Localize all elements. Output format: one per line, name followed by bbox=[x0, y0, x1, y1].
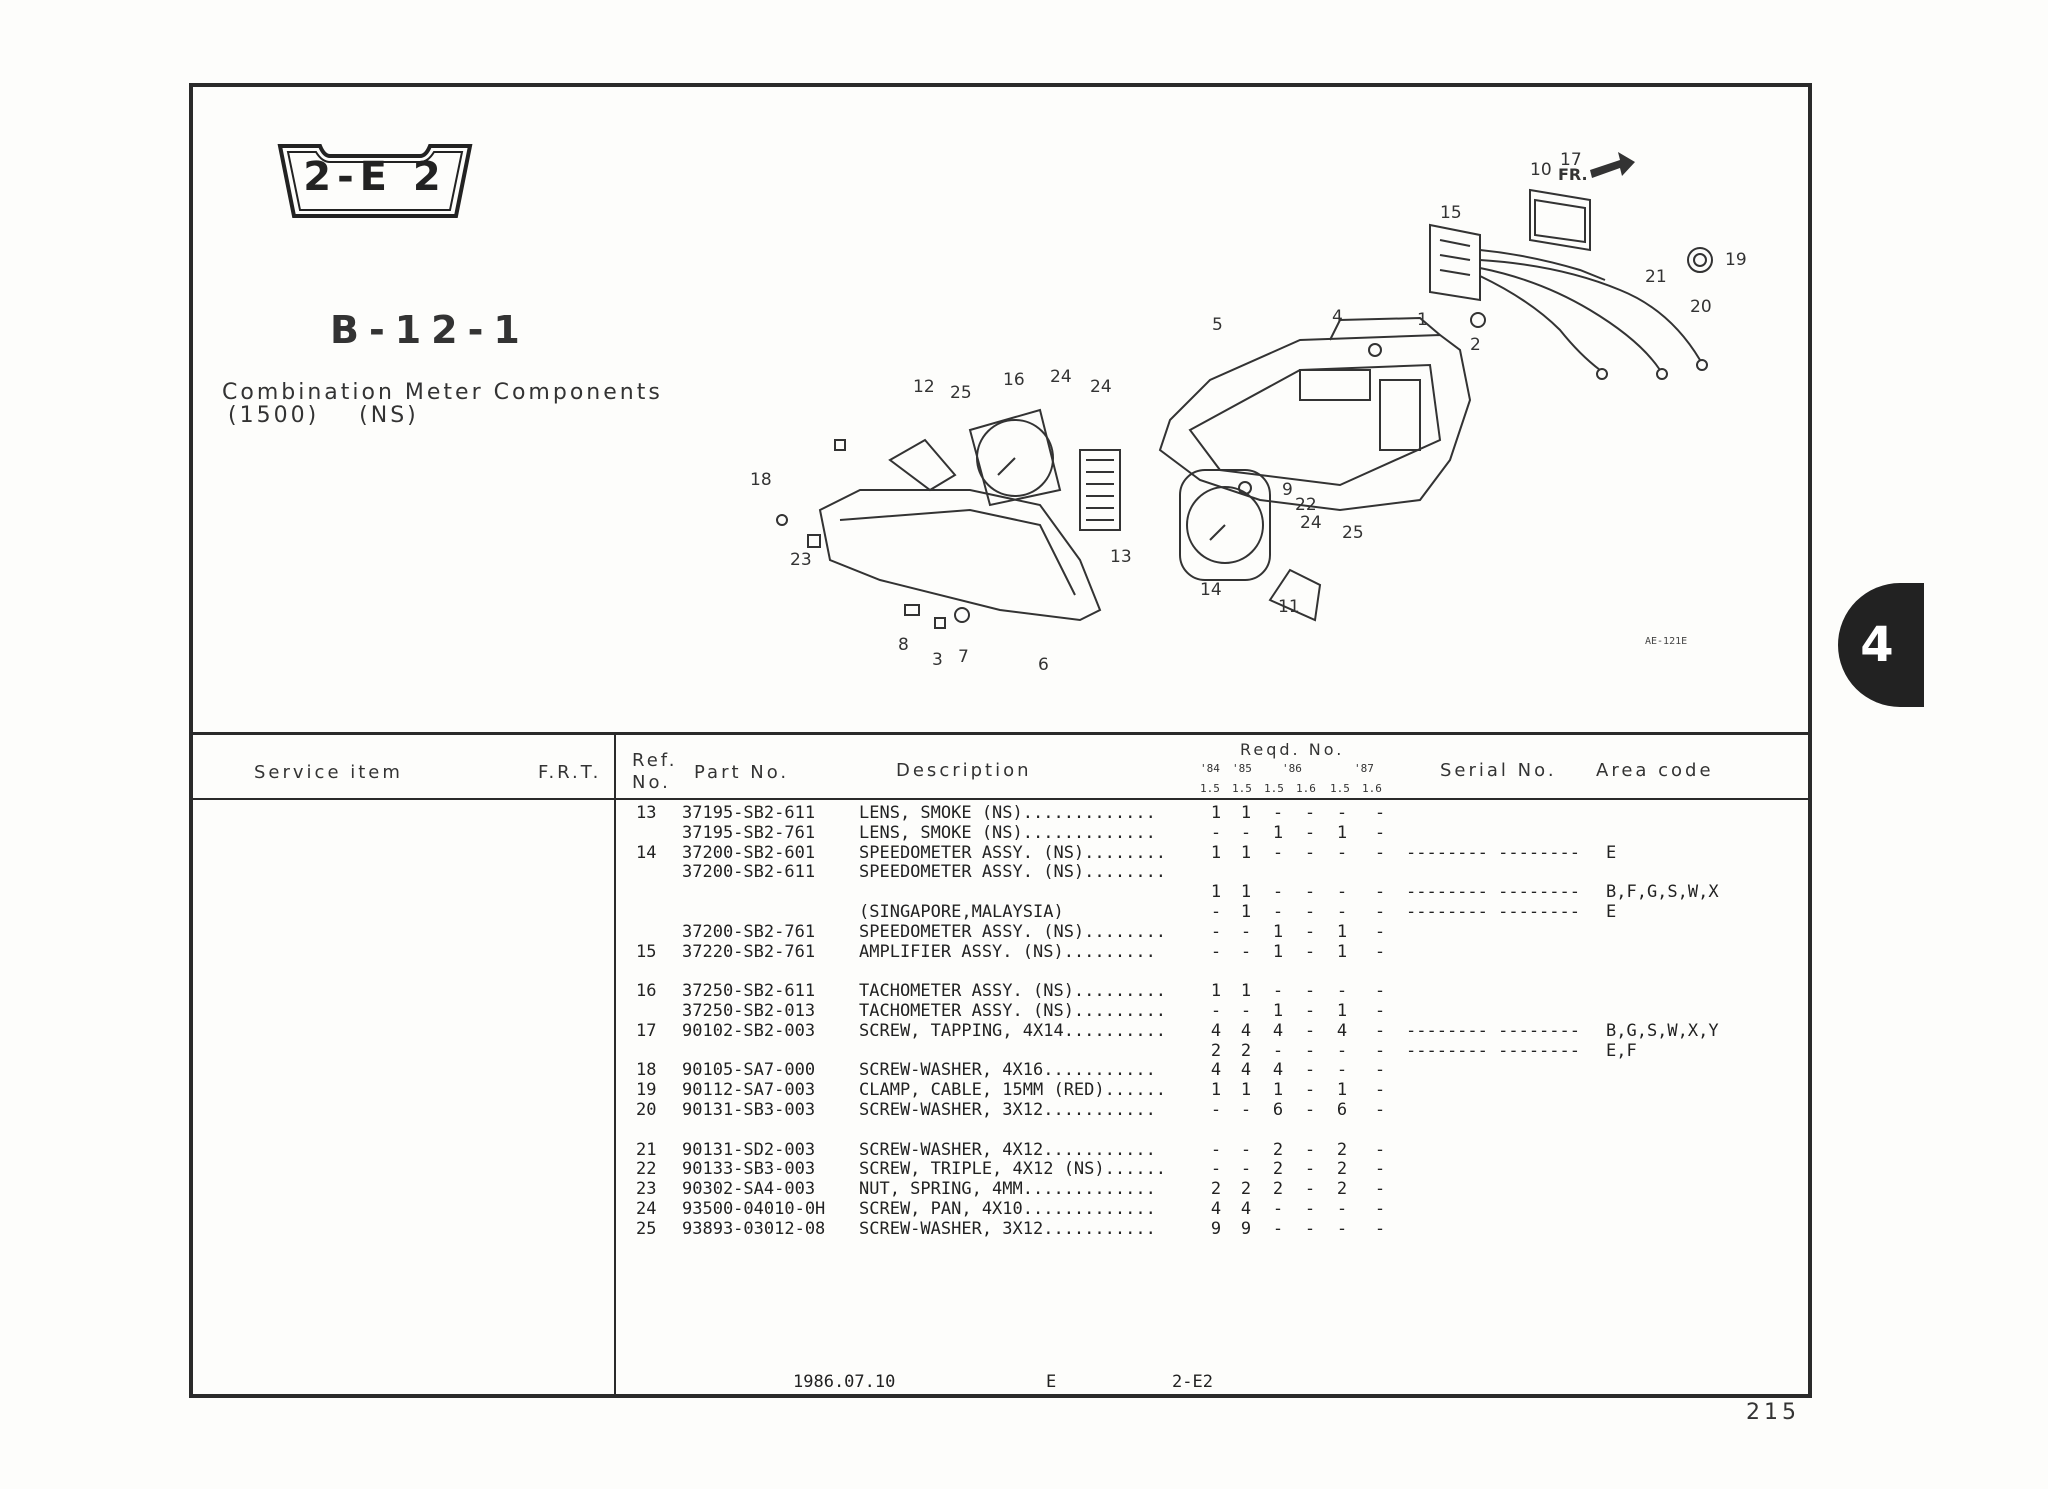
reqd-qty: - bbox=[1304, 1080, 1316, 1101]
reqd-qty: - bbox=[1374, 882, 1386, 903]
subtitle-spec: (NS) bbox=[359, 403, 419, 428]
reqd-qty: 9 bbox=[1210, 1218, 1222, 1239]
description: LENS, SMOKE (NS)............. bbox=[859, 822, 1156, 843]
reqd-qty: 2 bbox=[1336, 1139, 1348, 1160]
description: NUT, SPRING, 4MM............. bbox=[859, 1179, 1156, 1200]
area-code: E bbox=[1606, 902, 1617, 922]
description: SCREW-WASHER, 3X12........... bbox=[859, 1218, 1156, 1239]
reqd-qty: - bbox=[1240, 1100, 1252, 1120]
reqd-qty: - bbox=[1374, 1001, 1386, 1021]
part-no: 93893-03012-08 bbox=[682, 1218, 826, 1239]
reqd-qty: - bbox=[1240, 1159, 1252, 1180]
header-divider bbox=[189, 798, 1812, 800]
reqd-qty: - bbox=[1210, 1159, 1222, 1180]
reqd-qty: - bbox=[1374, 921, 1386, 942]
year-85: '85 bbox=[1232, 762, 1252, 775]
reqd-qty: - bbox=[1272, 882, 1284, 903]
reqd-qty: 1 bbox=[1272, 1080, 1284, 1101]
reqd-qty: - bbox=[1272, 803, 1284, 823]
reqd-qty: 1 bbox=[1272, 941, 1284, 962]
reqd-qty: - bbox=[1304, 1179, 1316, 1200]
reqd-qty: - bbox=[1374, 941, 1386, 962]
reqd-qty: 1 bbox=[1336, 1080, 1348, 1101]
callout: 17 bbox=[1560, 150, 1582, 170]
reqd-qty: - bbox=[1272, 981, 1284, 1002]
reqd-qty: 1 bbox=[1210, 1080, 1222, 1101]
callout: 18 bbox=[750, 470, 772, 490]
column-divider bbox=[614, 732, 616, 1398]
part-no: 37250-SB2-611 bbox=[682, 981, 816, 1002]
description: CLAMP, CABLE, 15MM (RED)...... bbox=[859, 1080, 1167, 1101]
callout: 15 bbox=[1440, 203, 1462, 223]
reqd-qty: - bbox=[1374, 1218, 1386, 1239]
area-code: B,F,G,S,W,X bbox=[1606, 882, 1719, 903]
callout: 11 bbox=[1278, 597, 1300, 617]
ref-no: 21 bbox=[636, 1139, 657, 1160]
engine-col: 1.5 bbox=[1330, 782, 1350, 795]
reqd-qty: - bbox=[1304, 902, 1316, 922]
reqd-qty: - bbox=[1304, 1159, 1316, 1180]
reqd-qty: 4 bbox=[1210, 1060, 1222, 1081]
reqd-qty: - bbox=[1210, 902, 1222, 922]
part-no: 90131-SD2-003 bbox=[682, 1139, 816, 1160]
callout: 25 bbox=[950, 383, 972, 403]
part-no: 90302-SA4-003 bbox=[682, 1179, 816, 1200]
reqd-qty: 1 bbox=[1210, 803, 1222, 823]
engine-col: 1.5 bbox=[1264, 782, 1284, 795]
reqd-qty: 1 bbox=[1336, 1001, 1348, 1021]
engine-col: 1.5 bbox=[1232, 782, 1252, 795]
reqd-qty: 4 bbox=[1240, 1199, 1252, 1219]
part-no: 90105-SA7-000 bbox=[682, 1060, 816, 1081]
reqd-qty: - bbox=[1304, 921, 1316, 942]
reqd-qty: 2 bbox=[1210, 1040, 1222, 1061]
callout: 22 bbox=[1295, 495, 1317, 515]
header-part-no: Part No. bbox=[694, 762, 790, 783]
part-no: 37195-SB2-611 bbox=[682, 803, 816, 823]
reqd-qty: 1 bbox=[1272, 921, 1284, 942]
header-reqd-no: Reqd. No. bbox=[1240, 740, 1345, 759]
reqd-qty: 4 bbox=[1336, 1020, 1348, 1041]
reqd-qty: - bbox=[1210, 1139, 1222, 1160]
section-code: 2-E 2 bbox=[303, 154, 447, 200]
reqd-qty: - bbox=[1336, 1040, 1348, 1061]
reqd-qty: - bbox=[1304, 1100, 1316, 1120]
reqd-qty: - bbox=[1240, 921, 1252, 942]
reqd-qty: 4 bbox=[1272, 1060, 1284, 1081]
callout: 24 bbox=[1300, 513, 1322, 533]
reqd-qty: 2 bbox=[1272, 1139, 1284, 1160]
description: SPEEDOMETER ASSY. (NS)........ bbox=[859, 921, 1167, 942]
description: SPEEDOMETER ASSY. (NS)........ bbox=[859, 842, 1167, 863]
description: SCREW-WASHER, 3X12........... bbox=[859, 1100, 1156, 1120]
image-code: AE-121E bbox=[1645, 636, 1688, 647]
diagram-title: Combination Meter Components bbox=[222, 380, 663, 405]
callout: 3 bbox=[932, 650, 943, 670]
reqd-qty: - bbox=[1272, 1040, 1284, 1061]
part-no: 37200-SB2-601 bbox=[682, 842, 816, 863]
reqd-qty: - bbox=[1374, 1139, 1386, 1160]
reqd-qty: 4 bbox=[1210, 1199, 1222, 1219]
ref-no: 18 bbox=[636, 1060, 657, 1081]
callout: 4 bbox=[1332, 307, 1343, 327]
header-description: Description bbox=[896, 760, 1032, 781]
reqd-qty: 1 bbox=[1336, 822, 1348, 843]
reqd-qty: - bbox=[1336, 1199, 1348, 1219]
description: TACHOMETER ASSY. (NS)......... bbox=[859, 1001, 1167, 1021]
header-ref-no-1: Ref. bbox=[632, 750, 678, 771]
reqd-qty: - bbox=[1304, 822, 1316, 843]
description: SCREW, PAN, 4X10............. bbox=[859, 1199, 1156, 1219]
engine-col: 1.6 bbox=[1362, 782, 1382, 795]
footer-date: 1986.07.10 bbox=[793, 1372, 896, 1392]
reqd-qty: - bbox=[1304, 1199, 1316, 1219]
reqd-qty: - bbox=[1304, 1139, 1316, 1160]
callout: 20 bbox=[1690, 297, 1712, 317]
reqd-qty: 1 bbox=[1336, 921, 1348, 942]
reqd-qty: 2 bbox=[1240, 1179, 1252, 1200]
description: SCREW, TRIPLE, 4X12 (NS)...... bbox=[859, 1159, 1167, 1180]
area-code: B,G,S,W,X,Y bbox=[1606, 1020, 1719, 1041]
callout: 13 bbox=[1110, 547, 1132, 567]
reqd-qty: - bbox=[1374, 803, 1386, 823]
callout: 2 bbox=[1470, 335, 1481, 355]
reqd-qty: 6 bbox=[1336, 1100, 1348, 1120]
ref-no: 22 bbox=[636, 1159, 657, 1180]
ref-no: 25 bbox=[636, 1218, 657, 1239]
footer-code: 2-E2 bbox=[1172, 1372, 1213, 1392]
reqd-qty: - bbox=[1336, 803, 1348, 823]
reqd-qty: - bbox=[1336, 842, 1348, 863]
callout: 24 bbox=[1050, 367, 1072, 387]
reqd-qty: 2 bbox=[1210, 1179, 1222, 1200]
reqd-qty: 4 bbox=[1240, 1060, 1252, 1081]
callout: 16 bbox=[1003, 370, 1025, 390]
callout: 25 bbox=[1342, 523, 1364, 543]
callout: 6 bbox=[1038, 655, 1049, 675]
header-serial-no: Serial No. bbox=[1440, 760, 1557, 781]
reqd-qty: - bbox=[1304, 1060, 1316, 1081]
ref-no: 20 bbox=[636, 1100, 657, 1120]
reqd-qty: - bbox=[1240, 1139, 1252, 1160]
reqd-qty: - bbox=[1374, 1080, 1386, 1101]
reqd-qty: 1 bbox=[1210, 882, 1222, 903]
reqd-qty: - bbox=[1240, 941, 1252, 962]
reqd-qty: - bbox=[1240, 822, 1252, 843]
reqd-qty: 1 bbox=[1210, 842, 1222, 863]
part-no: 90133-SB3-003 bbox=[682, 1159, 816, 1180]
ref-no: 23 bbox=[636, 1179, 657, 1200]
callout: 5 bbox=[1212, 315, 1223, 335]
reqd-qty: - bbox=[1272, 902, 1284, 922]
description: LENS, SMOKE (NS)............. bbox=[859, 803, 1156, 823]
reqd-qty: - bbox=[1240, 1001, 1252, 1021]
reqd-qty: - bbox=[1304, 941, 1316, 962]
reqd-qty: - bbox=[1304, 882, 1316, 903]
reqd-qty: 2 bbox=[1240, 1040, 1252, 1061]
ref-no: 13 bbox=[636, 803, 657, 823]
description: SCREW-WASHER, 4X12........... bbox=[859, 1139, 1156, 1160]
area-code: E,F bbox=[1606, 1040, 1637, 1061]
reqd-qty: 1 bbox=[1240, 1080, 1252, 1101]
serial-no: -------- -------- bbox=[1406, 882, 1580, 903]
part-no: 37250-SB2-013 bbox=[682, 1001, 816, 1021]
header-frt: F.R.T. bbox=[538, 762, 602, 783]
reqd-qty: - bbox=[1304, 803, 1316, 823]
callout: 7 bbox=[958, 647, 969, 667]
callout: 14 bbox=[1200, 580, 1222, 600]
section-badge bbox=[270, 140, 480, 222]
callout: 10 bbox=[1530, 160, 1552, 180]
diagram-id: B-12-1 bbox=[330, 308, 530, 352]
ref-no: 16 bbox=[636, 981, 657, 1002]
reqd-qty: - bbox=[1336, 902, 1348, 922]
reqd-qty: - bbox=[1210, 822, 1222, 843]
reqd-qty: - bbox=[1336, 1218, 1348, 1239]
reqd-qty: 1 bbox=[1240, 882, 1252, 903]
reqd-qty: - bbox=[1272, 842, 1284, 863]
reqd-qty: 1 bbox=[1240, 981, 1252, 1002]
reqd-qty: - bbox=[1210, 941, 1222, 962]
page-number: 215 bbox=[1746, 1400, 1800, 1425]
description: (SINGAPORE,MALAYSIA) bbox=[859, 902, 1064, 922]
part-no: 93500-04010-0H bbox=[682, 1199, 826, 1219]
chapter-tab: 4 bbox=[1838, 583, 1924, 707]
diagram-divider bbox=[189, 732, 1812, 735]
subtitle-engine: (1500) bbox=[228, 403, 320, 428]
area-code: E bbox=[1606, 842, 1617, 863]
part-no: 90112-SA7-003 bbox=[682, 1080, 816, 1101]
reqd-qty: - bbox=[1336, 981, 1348, 1002]
serial-no: -------- -------- bbox=[1406, 1040, 1580, 1061]
reqd-qty: - bbox=[1374, 1100, 1386, 1120]
reqd-qty: - bbox=[1210, 1100, 1222, 1120]
year-87: '87 bbox=[1354, 762, 1374, 775]
reqd-qty: - bbox=[1374, 902, 1386, 922]
ref-no: 19 bbox=[636, 1080, 657, 1101]
reqd-qty: 1 bbox=[1210, 981, 1222, 1002]
reqd-qty: - bbox=[1374, 1159, 1386, 1180]
ref-no: 24 bbox=[636, 1199, 657, 1219]
parts-diagram bbox=[740, 140, 1780, 680]
reqd-qty: - bbox=[1336, 882, 1348, 903]
reqd-qty: - bbox=[1374, 1199, 1386, 1219]
callout: 1 bbox=[1417, 310, 1428, 330]
reqd-qty: - bbox=[1210, 921, 1222, 942]
reqd-qty: 2 bbox=[1272, 1159, 1284, 1180]
reqd-qty: - bbox=[1336, 1060, 1348, 1081]
part-no: 90131-SB3-003 bbox=[682, 1100, 816, 1120]
ref-no: 14 bbox=[636, 842, 657, 863]
reqd-qty: - bbox=[1374, 1060, 1386, 1081]
reqd-qty: - bbox=[1374, 822, 1386, 843]
description: SCREW, TAPPING, 4X14.......... bbox=[859, 1020, 1167, 1041]
reqd-qty: 9 bbox=[1240, 1218, 1252, 1239]
callout: 19 bbox=[1725, 250, 1747, 270]
header-ref-no-2: No. bbox=[632, 772, 671, 793]
serial-no: -------- -------- bbox=[1406, 902, 1580, 922]
engine-col: 1.5 bbox=[1200, 782, 1220, 795]
part-no: 37200-SB2-611 bbox=[682, 862, 816, 883]
header-service-item: Service item bbox=[254, 762, 403, 783]
ref-no: 15 bbox=[636, 941, 657, 962]
diagram-subtitle bbox=[228, 403, 449, 428]
reqd-qty: 4 bbox=[1272, 1020, 1284, 1041]
reqd-qty: 2 bbox=[1336, 1159, 1348, 1180]
description: SCREW-WASHER, 4X16........... bbox=[859, 1060, 1156, 1081]
part-no: 37220-SB2-761 bbox=[682, 941, 816, 962]
reqd-qty: 1 bbox=[1240, 803, 1252, 823]
reqd-qty: - bbox=[1304, 981, 1316, 1002]
reqd-qty: - bbox=[1304, 1040, 1316, 1061]
reqd-qty: - bbox=[1272, 1199, 1284, 1219]
callout: 8 bbox=[898, 635, 909, 655]
header-area-code: Area code bbox=[1596, 760, 1714, 781]
description: AMPLIFIER ASSY. (NS)......... bbox=[859, 941, 1156, 962]
description: TACHOMETER ASSY. (NS)......... bbox=[859, 981, 1167, 1002]
reqd-qty: 2 bbox=[1272, 1179, 1284, 1200]
part-no: 37200-SB2-761 bbox=[682, 921, 816, 942]
reqd-qty: 4 bbox=[1240, 1020, 1252, 1041]
ref-no: 17 bbox=[636, 1020, 657, 1041]
reqd-qty: - bbox=[1374, 1040, 1386, 1061]
callout: 21 bbox=[1645, 267, 1667, 287]
footer-area: E bbox=[1046, 1372, 1057, 1392]
part-no: 37195-SB2-761 bbox=[682, 822, 816, 843]
year-86: '86 bbox=[1282, 762, 1302, 775]
callout: 9 bbox=[1282, 480, 1293, 500]
reqd-qty: - bbox=[1304, 1020, 1316, 1041]
reqd-qty: 2 bbox=[1336, 1179, 1348, 1200]
year-84: '84 bbox=[1200, 762, 1220, 775]
reqd-qty: - bbox=[1304, 842, 1316, 863]
reqd-qty: 1 bbox=[1240, 902, 1252, 922]
reqd-qty: - bbox=[1304, 1218, 1316, 1239]
reqd-qty: 1 bbox=[1240, 842, 1252, 863]
reqd-qty: 1 bbox=[1272, 822, 1284, 843]
callout: 24 bbox=[1090, 377, 1112, 397]
description: SPEEDOMETER ASSY. (NS)........ bbox=[859, 862, 1167, 883]
reqd-qty: - bbox=[1374, 842, 1386, 863]
reqd-qty: 6 bbox=[1272, 1100, 1284, 1120]
serial-no: -------- -------- bbox=[1406, 1020, 1580, 1041]
serial-no: -------- -------- bbox=[1406, 842, 1580, 863]
front-label: FR. bbox=[1558, 165, 1588, 184]
callout: 23 bbox=[790, 550, 812, 570]
engine-col: 1.6 bbox=[1296, 782, 1316, 795]
reqd-qty: - bbox=[1374, 981, 1386, 1002]
reqd-qty: - bbox=[1210, 1001, 1222, 1021]
reqd-qty: - bbox=[1304, 1001, 1316, 1021]
reqd-qty: 4 bbox=[1210, 1020, 1222, 1041]
reqd-qty: 1 bbox=[1336, 941, 1348, 962]
callout: 12 bbox=[913, 377, 935, 397]
reqd-qty: 1 bbox=[1272, 1001, 1284, 1021]
part-no: 90102-SB2-003 bbox=[682, 1020, 816, 1041]
reqd-qty: - bbox=[1374, 1179, 1386, 1200]
reqd-qty: - bbox=[1272, 1218, 1284, 1239]
reqd-qty: - bbox=[1374, 1020, 1386, 1041]
